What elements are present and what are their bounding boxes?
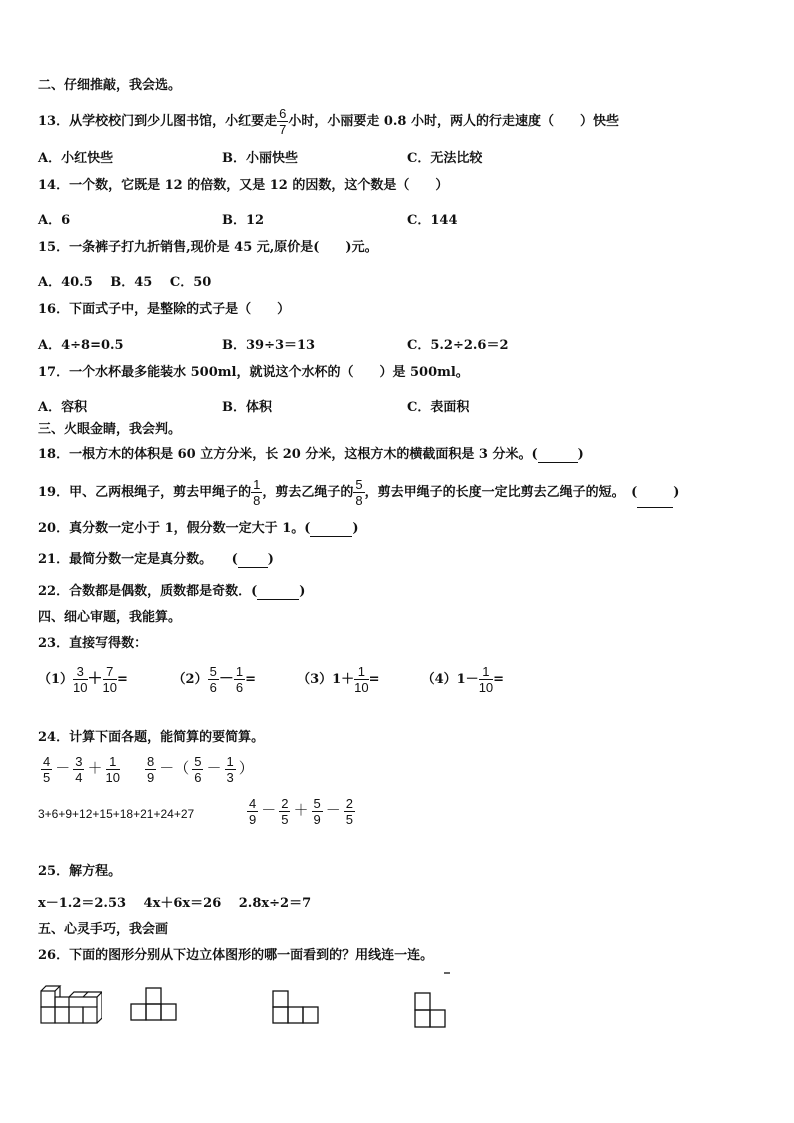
item-2: （2） $\frac{5}{6}$ － $\frac{1}{6}$ = [172, 664, 256, 695]
option-b[interactable]: B．小丽快些 [222, 151, 298, 166]
view-2-image [272, 990, 320, 1024]
operator: － [206, 760, 222, 777]
fraction: $\frac{5}{9}$ [313, 796, 321, 827]
options-line[interactable]: A．40.5 B．45 C．50 [38, 275, 212, 290]
section-3-heading: 三、火眼金睛，我会判。 [38, 422, 182, 437]
item-1: （1） $\frac{3}{10}$ ＋ $\frac{7}{10}$ = [38, 664, 128, 695]
question-19: 19．甲、乙两根绳子，剪去甲绳子的 $\frac{1}{8}$ ，剪去乙绳子的 $\frac{5}{8}$ ，剪去甲绳子的长度一定比剪去乙绳子的短。 ( ) [38, 477, 680, 508]
solid-figure-image [40, 983, 102, 1025]
fraction: $\frac{6}{7}$ [279, 106, 287, 137]
question-14: 14．一个数，它既是 12 的倍数，又是 12 的因数，这个数是（ ） [38, 178, 449, 193]
question-26: 26．下面的图形分别从下边立体图形的哪一面看到的？用线连一连。 [38, 948, 434, 963]
question-25-title: 25．解方程。 [38, 864, 122, 879]
answer-blank[interactable] [238, 555, 268, 568]
fraction: $\frac{2}{5}$ [281, 796, 289, 827]
section-4-heading: 四、细心审题，我能算。 [38, 610, 182, 625]
fraction: $\frac{5}{6}$ [194, 754, 202, 785]
operator: ＋ [293, 802, 309, 819]
answer-blank[interactable] [637, 495, 673, 508]
fraction: $\frac{1}{10}$ [105, 754, 120, 785]
option-c[interactable]: C．表面积 [407, 400, 470, 415]
question-16: 16．下面式子中，是整除的式子是（ ） [38, 302, 291, 317]
answer-blank[interactable] [257, 587, 299, 600]
fraction: $\frac{3}{4}$ [75, 754, 83, 785]
item-4: （4）1－ $\frac{1}{10}$ = [421, 664, 505, 695]
operator: － [55, 760, 71, 777]
equations: x－1.2＝2.53 4x＋6x＝26 2.8x÷2＝7 [38, 896, 312, 911]
question-15: 15．一条裤子打九折销售,现价是 45 元,原价是( )元。 [38, 240, 378, 255]
operator: ） [238, 760, 254, 777]
section-2-heading: 二、仔细推敲，我会选。 [38, 78, 182, 93]
fraction: $\frac{8}{9}$ [147, 754, 155, 785]
option-a[interactable]: A．4÷8=0.5 [38, 338, 124, 353]
view-3-image [414, 972, 450, 1028]
operator: ＋ [87, 760, 103, 777]
fraction: $\frac{4}{9}$ [249, 796, 257, 827]
fraction: $\frac{4}{5}$ [43, 754, 51, 785]
option-b[interactable]: B．12 [222, 213, 265, 228]
option-b[interactable]: B．39÷3＝13 [222, 338, 316, 353]
option-c[interactable]: C．无法比较 [407, 151, 483, 166]
expression-4 [244, 796, 358, 827]
question-13: 13．从学校校门到少儿图书馆，小红要走 $\frac{6}{7}$ 小时，小丽要走 0.8 小时，两人的行走速度（ ）快些 [38, 106, 619, 137]
option-c[interactable]: C．5.2÷2.6＝2 [407, 338, 509, 353]
operator: －（ [159, 760, 190, 777]
item-3: （3）1＋ $\frac{1}{10}$ = [297, 664, 380, 695]
question-23-title: 23．直接写得数： [38, 636, 148, 651]
option-a[interactable]: A．小红快些 [38, 151, 114, 166]
fraction: $\frac{1}{3}$ [226, 754, 234, 785]
expression-1 [38, 754, 123, 785]
question-20: 20．真分数一定小于 1，假分数一定大于 1。( ) [38, 521, 359, 536]
expression-3: 3+6+9+12+15+18+21+24+27 [38, 807, 195, 821]
question-21: 21．最简分数一定是真分数。 ( ) [38, 552, 274, 567]
option-a[interactable]: A．容积 [38, 400, 88, 415]
option-a[interactable]: A．6 [38, 213, 71, 228]
answer-blank[interactable] [310, 524, 352, 537]
answer-blank[interactable] [538, 450, 578, 463]
expression-2 [142, 754, 254, 785]
question-18: 18．一根方木的体积是 60 立方分米，长 20 分米，这根方木的横截面积是 3 分米。( ) [38, 447, 584, 462]
option-c[interactable]: C．144 [407, 213, 458, 228]
section-5-heading: 五、心灵手巧，我会画 [38, 922, 169, 937]
question-17: 17．一个水杯最多能装水 500ml，就说这个水杯的（ ）是 500ml。 [38, 365, 469, 380]
option-b[interactable]: B．体积 [222, 400, 272, 415]
fraction: $\frac{2}{5}$ [345, 796, 353, 827]
operator: － [325, 802, 341, 819]
question-24-title: 24．计算下面各题，能简算的要简算。 [38, 730, 265, 745]
view-1-image [130, 987, 178, 1021]
operator: － [261, 802, 277, 819]
question-23-items [38, 662, 542, 697]
question-22: 22．合数都是偶数，质数都是奇数．( ) [38, 584, 306, 599]
